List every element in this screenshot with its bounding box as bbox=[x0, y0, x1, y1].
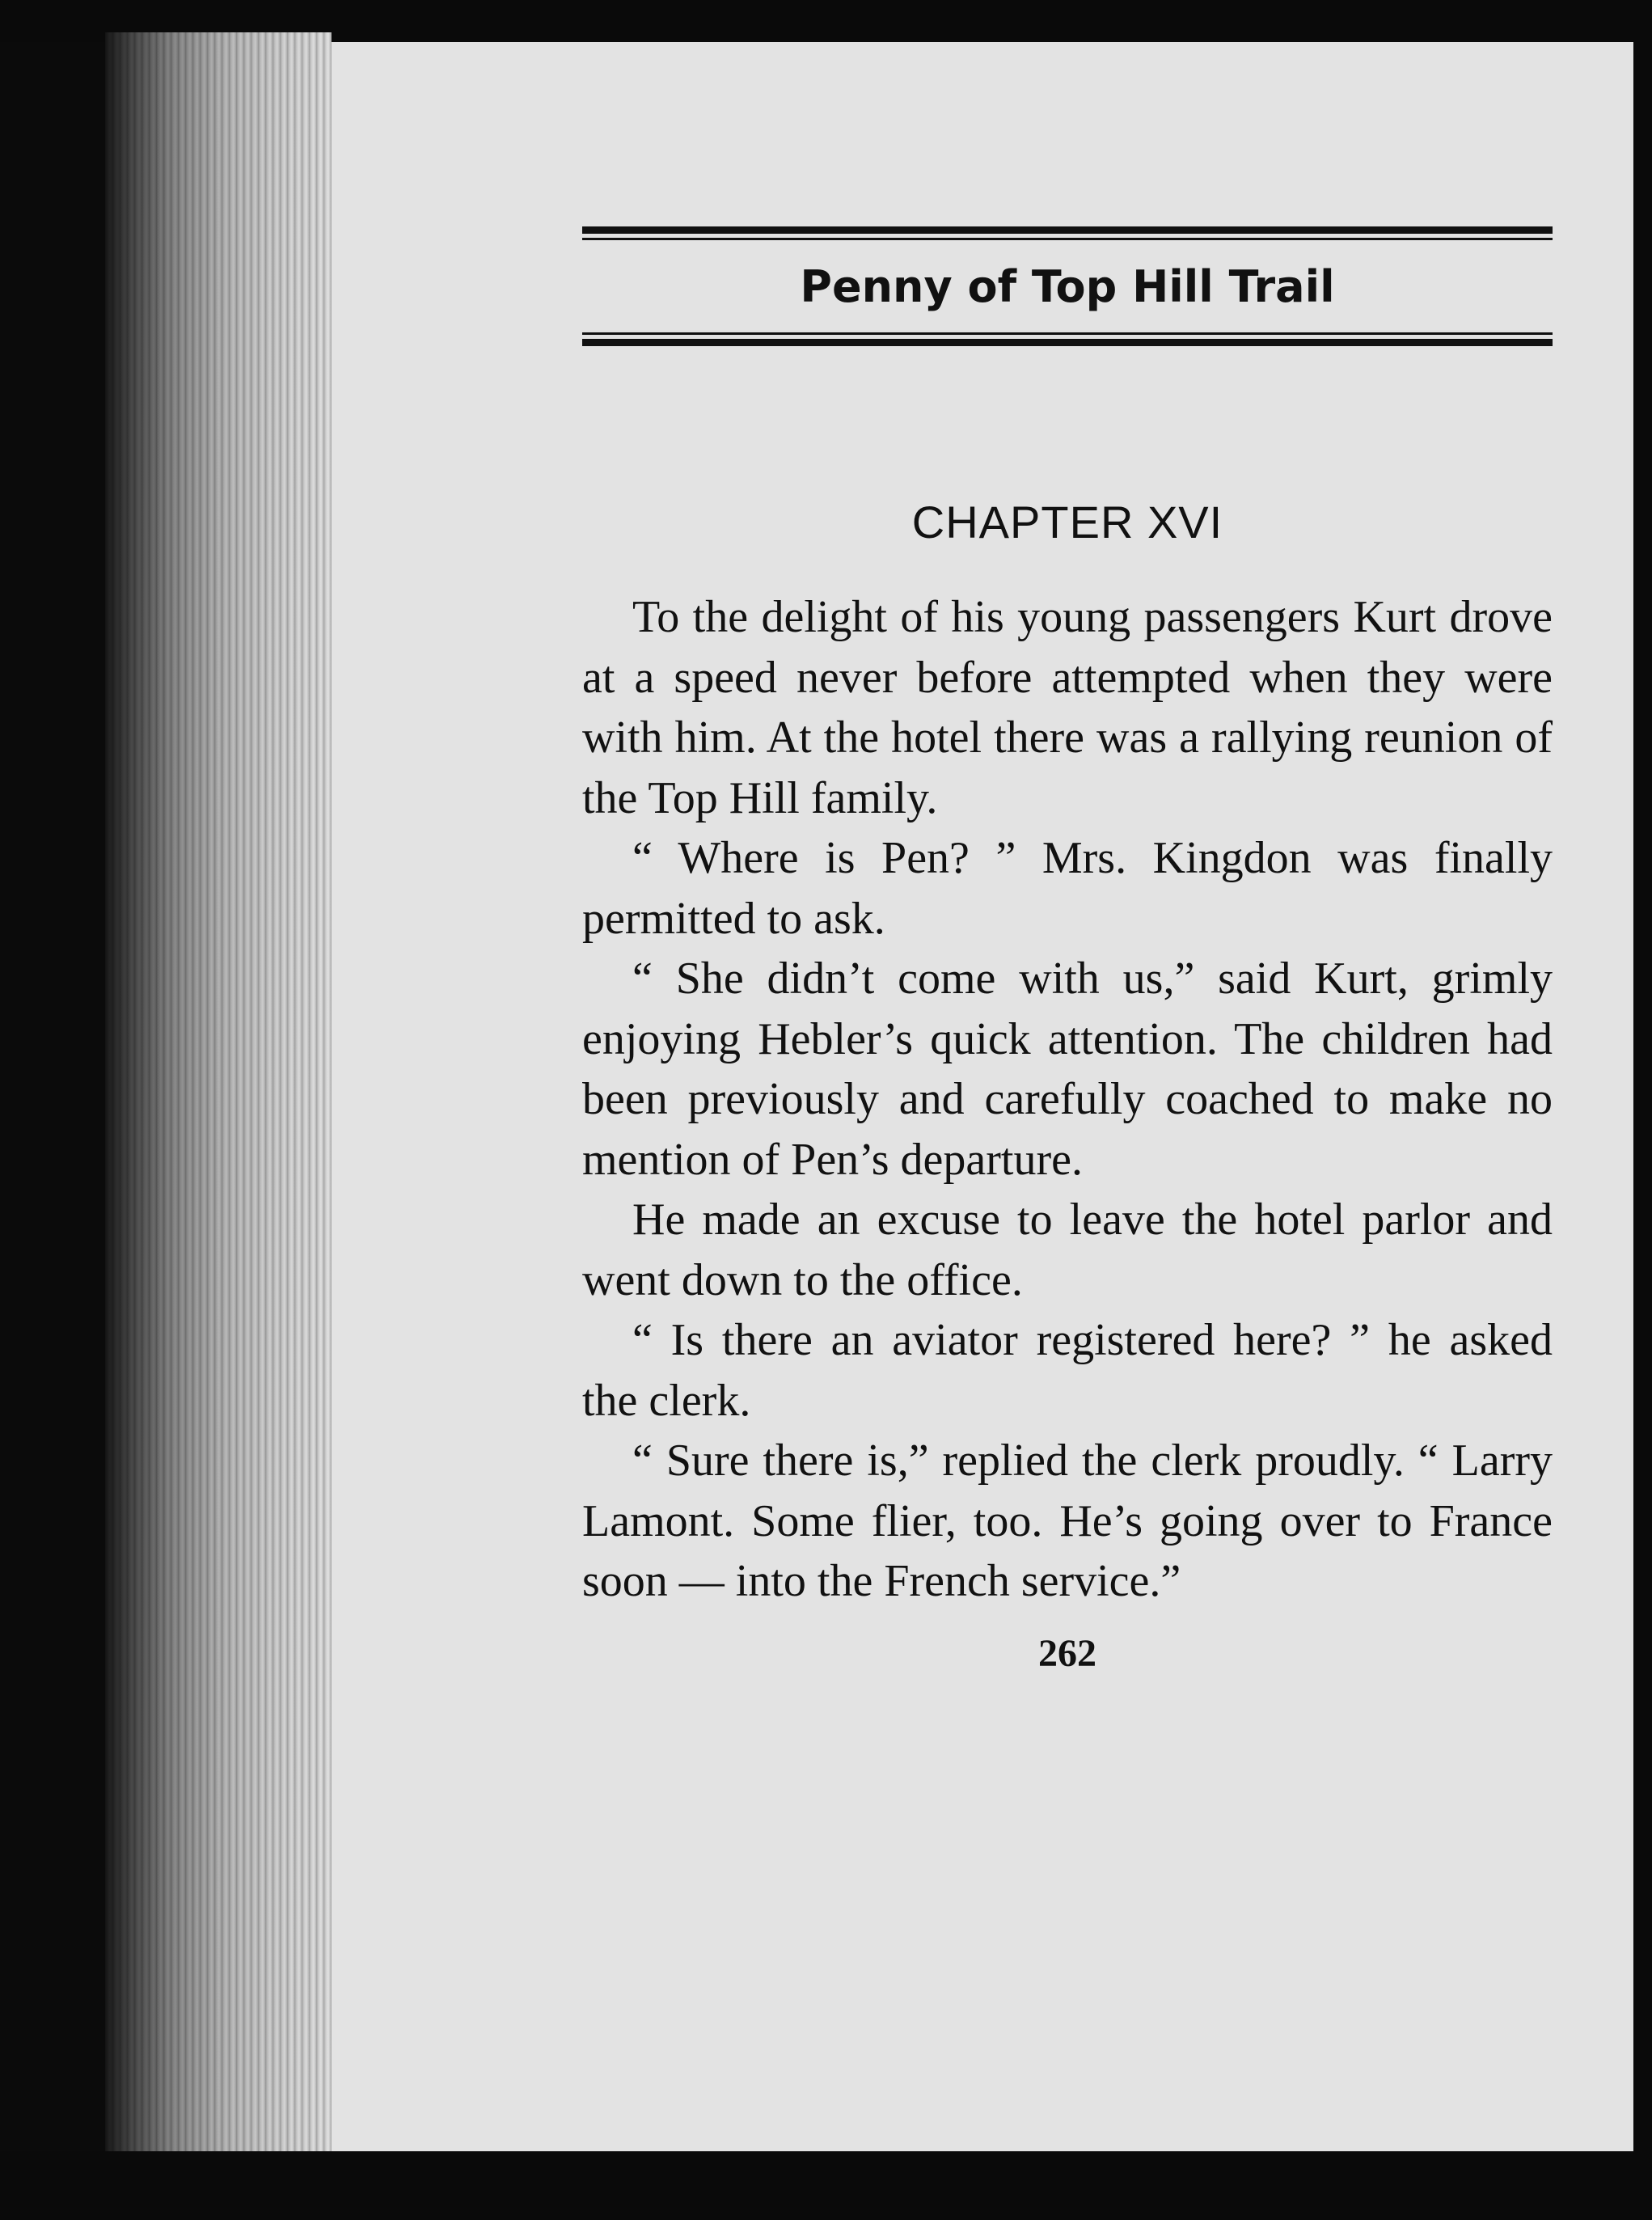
scan-border-right bbox=[1633, 0, 1652, 2220]
paragraph: “ She didn’t come with us,” said Kurt, grimly enjoying Hebler’s quick attention. The children had been previously and carefully coached to make no mention of Pen’s departure. bbox=[582, 954, 1553, 1185]
running-head: Penny of Top Hill Trail bbox=[800, 261, 1335, 312]
paragraph: “ Is there an aviator registered here? ” he asked the clerk. bbox=[582, 1315, 1553, 1426]
scan-border-bottom bbox=[0, 2151, 1652, 2220]
rule-thick bbox=[582, 226, 1553, 234]
page-content bbox=[582, 226, 1553, 1676]
paragraph: He made an excuse to leave the hotel parlor and went down to the office. bbox=[582, 1195, 1553, 1305]
paragraph: To the delight of his young passengers Kurt drove at a speed never before attempted when they were with him. At the hotel there was a rallying reunion of the Top Hill family. bbox=[582, 592, 1553, 823]
header-rule-bottom bbox=[582, 332, 1553, 346]
body-text bbox=[582, 587, 1553, 1612]
book-gutter bbox=[105, 32, 332, 2155]
page-number: 262 bbox=[1038, 1631, 1096, 1675]
chapter-heading: CHAPTER XVI bbox=[911, 497, 1223, 548]
paragraph: “ Sure there is,” replied the clerk proudly. “ Larry Lamont. Some flier, too. He’s going over to France soon — into the French service.” bbox=[582, 1436, 1553, 1606]
rule-thin bbox=[582, 238, 1553, 240]
rule-thin bbox=[582, 332, 1553, 335]
paragraph: “ Where is Pen? ” Mrs. Kingdon was finally permitted to ask. bbox=[582, 833, 1553, 944]
rule-thick bbox=[582, 339, 1553, 346]
header-rule-top bbox=[582, 226, 1553, 240]
